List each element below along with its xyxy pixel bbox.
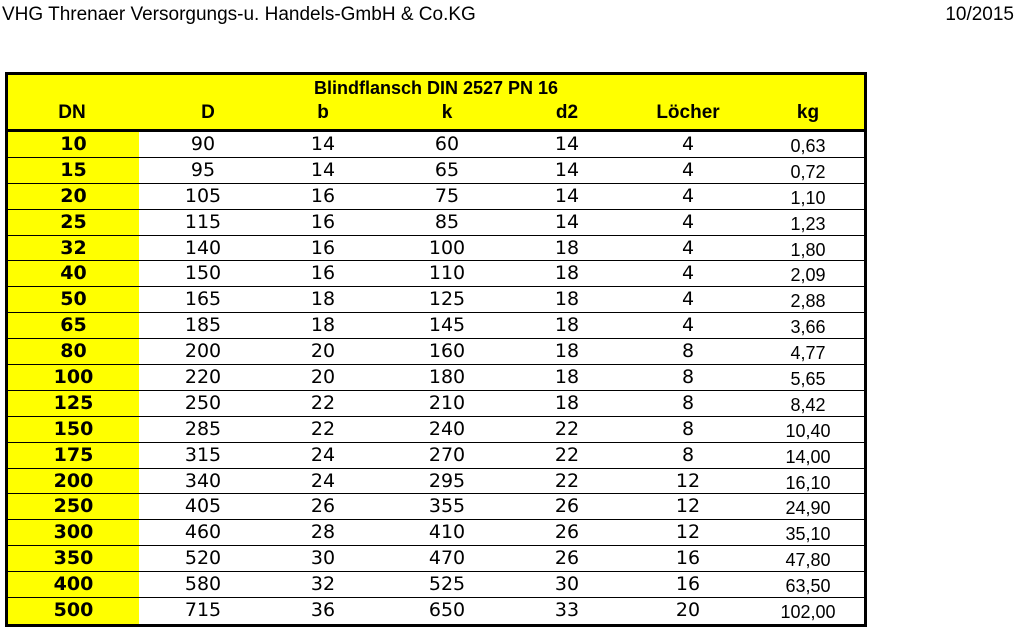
column-header-kg: kg	[796, 102, 820, 123]
cell-d: 220	[184, 366, 222, 389]
column-header-dn: DN	[58, 102, 86, 123]
cell-b: 26	[310, 495, 336, 518]
cell-k: 410	[428, 521, 466, 544]
cell-locher: 8	[681, 417, 695, 440]
cell-d: 285	[184, 417, 222, 440]
cell-b: 22	[310, 391, 336, 414]
cell-locher: 8	[681, 340, 695, 363]
cell-k: 75	[434, 184, 460, 207]
cell-d: 460	[184, 521, 222, 544]
cell-d2: 14	[554, 184, 580, 207]
cell-kg: 8,42	[790, 394, 826, 415]
table-row	[8, 572, 864, 598]
flange-table	[5, 72, 867, 627]
cell-d2: 14	[554, 133, 580, 155]
cell-locher: 12	[675, 521, 701, 544]
cell-b: 16	[310, 262, 336, 285]
cell-kg: 1,80	[790, 239, 826, 260]
table-row	[8, 158, 864, 184]
cell-d2: 22	[554, 417, 580, 440]
cell-b: 24	[310, 469, 336, 492]
cell-k: 160	[428, 340, 466, 363]
column-header-locher: Löcher	[656, 102, 720, 123]
document-date: 10/2015	[945, 4, 1014, 25]
cell-dn: 250	[8, 494, 139, 519]
cell-locher: 4	[681, 236, 695, 259]
cell-d: 115	[184, 210, 222, 233]
table-row	[8, 365, 864, 391]
cell-d: 340	[184, 469, 222, 492]
column-header-d2: d2	[555, 102, 579, 123]
cell-dn: 400	[8, 572, 139, 597]
cell-d2: 26	[554, 547, 580, 570]
cell-b: 16	[310, 236, 336, 259]
cell-locher: 4	[681, 210, 695, 233]
table-row	[8, 287, 864, 313]
cell-d2: 18	[554, 262, 580, 285]
cell-d: 405	[184, 495, 222, 518]
table-row	[8, 210, 864, 236]
cell-k: 110	[428, 262, 466, 285]
cell-b: 18	[310, 288, 336, 311]
column-header-k: k	[441, 102, 453, 123]
cell-k: 65	[434, 158, 460, 181]
cell-d2: 18	[554, 340, 580, 363]
cell-d2: 30	[554, 573, 580, 596]
cell-k: 270	[428, 443, 466, 466]
cell-kg: 4,77	[790, 343, 826, 364]
cell-kg: 63,50	[785, 576, 831, 597]
table-row	[8, 391, 864, 417]
cell-kg: 3,66	[790, 317, 826, 338]
table-title: Blindflansch DIN 2527 PN 16	[313, 78, 559, 98]
cell-locher: 8	[681, 366, 695, 389]
cell-d2: 22	[554, 469, 580, 492]
cell-d: 250	[184, 391, 222, 414]
cell-k: 525	[428, 573, 466, 596]
company-name: VHG Threnaer Versorgungs-u. Handels-GmbH & Co.KG	[2, 4, 476, 25]
cell-k: 60	[434, 133, 460, 155]
column-header-d: D	[201, 102, 215, 123]
cell-k: 650	[428, 599, 466, 622]
cell-k: 470	[428, 547, 466, 570]
cell-locher: 16	[675, 547, 701, 570]
cell-b: 28	[310, 521, 336, 544]
cell-dn: 350	[8, 546, 139, 571]
table-row	[8, 494, 864, 520]
cell-dn: 200	[8, 469, 139, 494]
cell-dn: 65	[8, 313, 139, 338]
cell-b: 30	[310, 547, 336, 570]
cell-dn: 25	[8, 210, 139, 235]
cell-dn: 175	[8, 443, 139, 468]
cell-kg: 2,88	[790, 291, 826, 312]
cell-k: 125	[428, 288, 466, 311]
table-row	[8, 417, 864, 443]
cell-locher: 16	[675, 573, 701, 596]
cell-dn: 125	[8, 391, 139, 416]
cell-locher: 12	[675, 469, 701, 492]
table-row	[8, 132, 864, 158]
cell-d: 165	[184, 288, 222, 311]
cell-b: 22	[310, 417, 336, 440]
cell-k: 210	[428, 391, 466, 414]
cell-d: 315	[184, 443, 222, 466]
cell-kg: 47,80	[785, 550, 831, 571]
table-row	[8, 520, 864, 546]
table-row	[8, 339, 864, 365]
cell-b: 14	[310, 158, 336, 181]
table-row	[8, 236, 864, 262]
cell-b: 16	[310, 184, 336, 207]
cell-b: 16	[310, 210, 336, 233]
cell-dn: 150	[8, 417, 139, 442]
table-body	[8, 132, 864, 624]
cell-d2: 22	[554, 443, 580, 466]
cell-k: 100	[428, 236, 466, 259]
cell-b: 14	[310, 133, 336, 155]
cell-kg: 102,00	[780, 602, 836, 623]
cell-locher: 4	[681, 288, 695, 311]
cell-locher: 4	[681, 158, 695, 181]
cell-d: 90	[190, 133, 216, 155]
cell-d: 140	[184, 236, 222, 259]
cell-kg: 24,90	[785, 498, 831, 519]
cell-d: 95	[190, 158, 216, 181]
cell-k: 240	[428, 417, 466, 440]
cell-dn: 40	[8, 261, 139, 286]
cell-dn: 10	[8, 132, 139, 157]
table-header	[8, 75, 864, 132]
cell-locher: 8	[681, 391, 695, 414]
cell-k: 355	[428, 495, 466, 518]
cell-b: 32	[310, 573, 336, 596]
cell-k: 295	[428, 469, 466, 492]
cell-d: 200	[184, 340, 222, 363]
cell-d: 580	[184, 573, 222, 596]
cell-kg: 35,10	[785, 524, 831, 545]
cell-b: 20	[310, 366, 336, 389]
cell-dn: 80	[8, 339, 139, 364]
cell-d2: 14	[554, 210, 580, 233]
column-header-b: b	[317, 102, 329, 123]
cell-locher: 4	[681, 184, 695, 207]
cell-locher: 4	[681, 314, 695, 337]
cell-b: 20	[310, 340, 336, 363]
cell-d2: 18	[554, 314, 580, 337]
cell-locher: 4	[681, 262, 695, 285]
cell-d2: 18	[554, 236, 580, 259]
table-row	[8, 546, 864, 572]
cell-dn: 500	[8, 598, 139, 624]
cell-kg: 0,72	[790, 161, 826, 182]
cell-kg: 2,09	[790, 265, 826, 286]
cell-dn: 300	[8, 520, 139, 545]
cell-b: 36	[310, 599, 336, 622]
cell-kg: 5,65	[790, 369, 826, 390]
cell-d: 520	[184, 547, 222, 570]
table-row	[8, 261, 864, 287]
cell-k: 145	[428, 314, 466, 337]
table-row	[8, 598, 864, 624]
cell-d2: 26	[554, 495, 580, 518]
table-row	[8, 443, 864, 469]
cell-b: 24	[310, 443, 336, 466]
cell-dn: 50	[8, 287, 139, 312]
table-row	[8, 469, 864, 495]
cell-dn: 20	[8, 184, 139, 209]
cell-dn: 15	[8, 158, 139, 183]
cell-d2: 18	[554, 391, 580, 414]
cell-kg: 14,00	[785, 446, 831, 467]
cell-b: 18	[310, 314, 336, 337]
table-row	[8, 184, 864, 210]
cell-d2: 18	[554, 288, 580, 311]
cell-locher: 8	[681, 443, 695, 466]
cell-d: 185	[184, 314, 222, 337]
cell-d: 715	[184, 599, 222, 622]
cell-dn: 100	[8, 365, 139, 390]
cell-kg: 1,10	[790, 187, 826, 208]
cell-locher: 12	[675, 495, 701, 518]
cell-d: 105	[184, 184, 222, 207]
cell-k: 180	[428, 366, 466, 389]
cell-k: 85	[434, 210, 460, 233]
table-row	[8, 313, 864, 339]
cell-kg: 10,40	[785, 420, 831, 441]
cell-d2: 26	[554, 521, 580, 544]
cell-kg: 0,63	[790, 136, 826, 156]
cell-locher: 4	[681, 133, 695, 155]
cell-kg: 16,10	[785, 472, 831, 493]
cell-kg: 1,23	[790, 213, 826, 234]
cell-d2: 18	[554, 366, 580, 389]
cell-dn: 32	[8, 236, 139, 261]
cell-d2: 14	[554, 158, 580, 181]
cell-d: 150	[184, 262, 222, 285]
cell-d2: 33	[554, 599, 580, 622]
cell-locher: 20	[675, 599, 701, 622]
